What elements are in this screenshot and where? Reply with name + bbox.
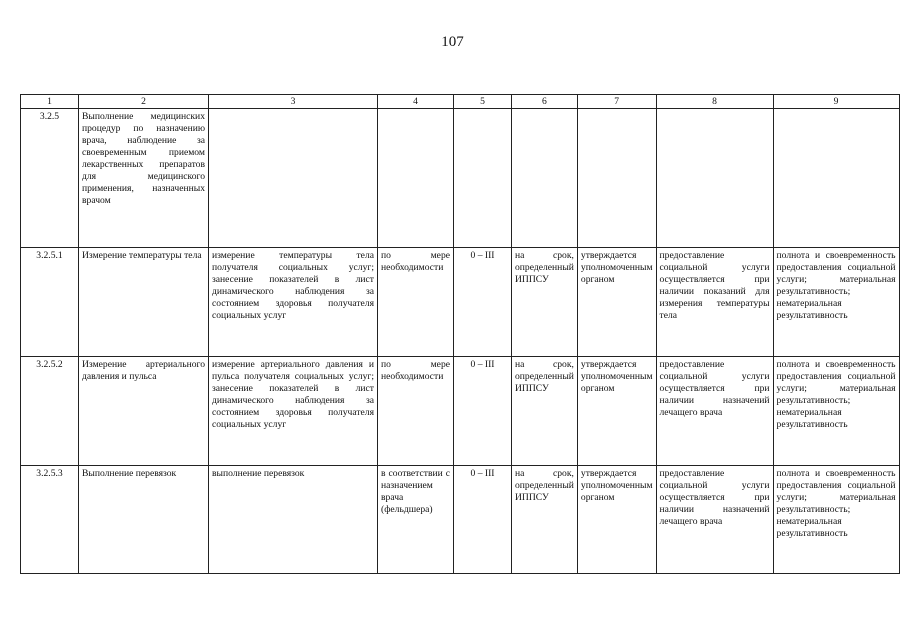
column-number-5: 5 [454,95,512,109]
table-row [21,248,900,357]
service-description [209,109,378,248]
service-tariff: утверждается уполномоченным органом [577,466,656,574]
service-term [512,109,578,248]
service-group: 0 – III [454,466,512,574]
services-table [20,94,900,574]
column-number-row [21,95,900,109]
column-number-4: 4 [378,95,454,109]
page-number: 107 [441,34,464,50]
service-name: Измерение артериального давления и пульса [79,357,209,466]
service-frequency [378,109,454,248]
service-conditions: предоставление социальной услуги осуществляется при наличии назначений лечащего врача [656,357,773,466]
service-term: на срок, определенный ИППСУ [512,357,578,466]
table-row [21,466,900,574]
service-description: измерение артериального давления и пульса получателя социальных услуг; занесение показателей в лист динамического наблюдения за состоянием здоровья получателя социальных услуг [209,357,378,466]
service-group: 0 – III [454,357,512,466]
service-conditions: предоставление социальной услуги осуществляется при наличии показаний для измерения температуры тела [656,248,773,357]
service-quality-indicators: полнота и своевременность предоставления социальной услуги; материальная результативность; нематериальная результативность [773,248,899,357]
item-number: 3.2.5 [21,109,79,248]
service-tariff: утверждается уполномоченным органом [577,248,656,357]
service-quality-indicators [773,109,899,248]
service-description: измерение температуры тела получателя социальных услуг; занесение показателей в лист динамического наблюдения за состоянием здоровья получателя социальных услуг [209,248,378,357]
column-number-8: 8 [656,95,773,109]
service-frequency: в соответствии с назначением врача (фельдшера) [378,466,454,574]
service-tariff [577,109,656,248]
column-number-6: 6 [512,95,578,109]
table-row [21,357,900,466]
table-row [21,109,900,248]
item-number: 3.2.5.2 [21,357,79,466]
service-conditions: предоставление социальной услуги осуществляется при наличии назначений лечащего врача [656,466,773,574]
service-tariff: утверждается уполномоченным органом [577,357,656,466]
service-group: 0 – III [454,248,512,357]
service-name: Измерение температуры тела [79,248,209,357]
service-quality-indicators: полнота и своевременность предоставления социальной услуги; материальная результативность; нематериальная результативность [773,466,899,574]
service-group [454,109,512,248]
item-number: 3.2.5.3 [21,466,79,574]
item-number: 3.2.5.1 [21,248,79,357]
service-quality-indicators: полнота и своевременность предоставления социальной услуги; материальная результативность; нематериальная результативность [773,357,899,466]
column-number-1: 1 [21,95,79,109]
service-name: Выполнение медицинских процедур по назначению врача, наблюдение за своевременным приемом лекарственных препаратов для медицинского применения, назначенных врачом [79,109,209,248]
column-number-9: 9 [773,95,899,109]
service-term: на срок, определенный ИППСУ [512,248,578,357]
column-number-3: 3 [209,95,378,109]
service-frequency: по мере необходимости [378,357,454,466]
service-term: на срок, определенный ИППСУ [512,466,578,574]
service-conditions [656,109,773,248]
column-number-7: 7 [577,95,656,109]
column-number-2: 2 [79,95,209,109]
service-description: выполнение перевязок [209,466,378,574]
service-frequency: по мере необходимости [378,248,454,357]
service-name: Выполнение перевязок [79,466,209,574]
